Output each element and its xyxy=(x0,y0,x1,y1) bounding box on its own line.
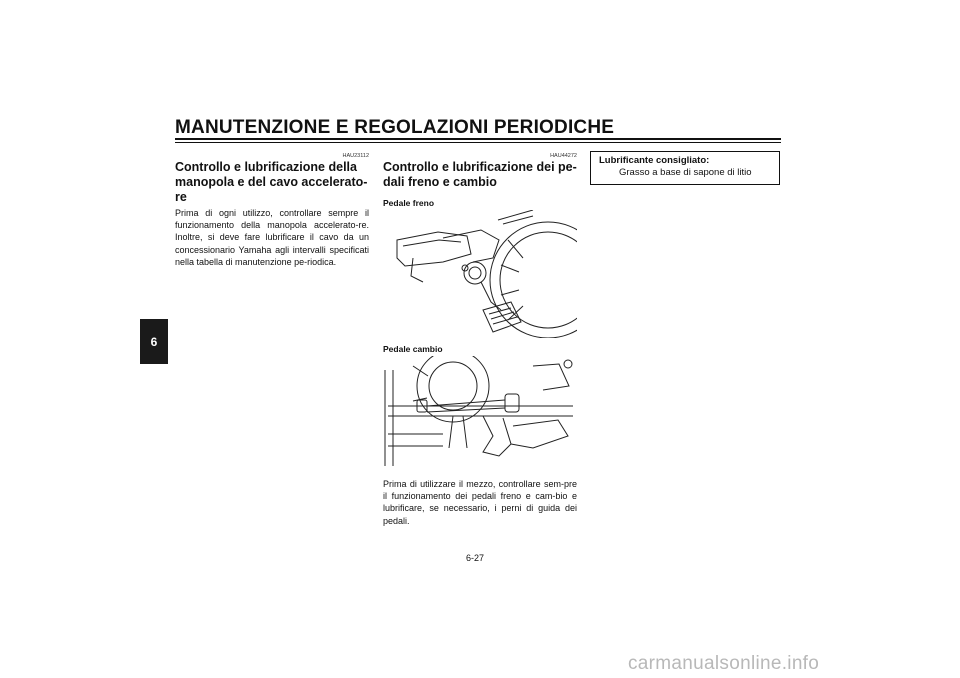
shift-pedal-illustration xyxy=(383,356,577,474)
lubricant-value: Grasso a base di sapone di litio xyxy=(619,167,752,178)
middle-column xyxy=(383,152,577,527)
header-rule-thick xyxy=(175,138,781,140)
section-title: Controllo e lubrificazione della manopola e del cavo accelerato-re xyxy=(175,160,368,204)
section-code: HAU23112 xyxy=(342,153,369,159)
shift-pedal-label: Pedale cambio xyxy=(383,344,443,354)
chapter-tab: 6 xyxy=(140,319,168,364)
lubricant-title: Lubrificante consigliato: xyxy=(599,155,710,166)
page-header-title: MANUTENZIONE E REGOLAZIONI PERIODICHE xyxy=(175,117,615,138)
brake-pedal-label: Pedale freno xyxy=(383,198,435,208)
header-rule-thin xyxy=(175,142,781,143)
section-title: Controllo e lubrificazione dei pe-dali freno e cambio xyxy=(383,160,577,189)
left-column xyxy=(175,152,369,268)
brake-pedal-illustration xyxy=(383,210,577,338)
watermark: carmanualsonline.info xyxy=(628,653,820,674)
section-body: Prima di utilizzare il mezzo, controllare sem-pre il funzionamento dei pedali freno e cam-bio e lubrificare, se necessario, i perni di guida dei pedali. xyxy=(383,479,577,526)
section-code: HAU44272 xyxy=(550,153,577,159)
lubricant-box xyxy=(590,151,780,185)
page-number: 6-27 xyxy=(466,553,485,563)
section-body: Prima di ogni utilizzo, controllare sempre il funzionamento della manopola accelerato-re. Inoltre, si deve fare lubrificare il cavo da un concessionario Yamaha agli intervalli specificati nella tabella di manutenzione pe-riodica. xyxy=(175,208,369,267)
